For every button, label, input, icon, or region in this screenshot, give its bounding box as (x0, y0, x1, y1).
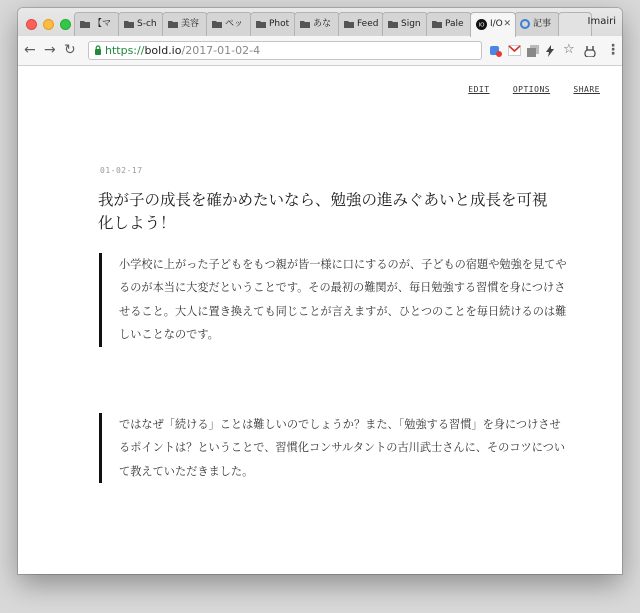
folder-icon (344, 20, 354, 28)
menu-kebab-icon[interactable]: ⋮ (606, 42, 620, 58)
blockquote-1: 小学校に上がった子どもをもつ親が皆一様に口にするのが、子どもの宿題や勉強を見てやるのが本当に大変だということです。その最初の難関が、毎日勉強する習慣を身につけさせること。大人に置き換えても同じことが言えますが、ひとつのことを毎日続けるのは難しいことなのです。 (99, 253, 569, 347)
gmail-icon[interactable] (508, 45, 521, 56)
tab-label: Pale (445, 19, 464, 29)
tab-label: 【マ (93, 19, 112, 29)
tab-label: Feed (357, 19, 379, 29)
tab-7[interactable] (382, 12, 428, 36)
folder-icon (300, 20, 310, 28)
url-host: bold.io (144, 44, 182, 57)
folder-icon (168, 20, 178, 28)
tab-5[interactable] (294, 12, 340, 36)
browser-window (18, 8, 622, 574)
tab-3[interactable] (206, 12, 252, 36)
io-site-icon (476, 19, 487, 30)
tab-label: あな (313, 19, 332, 29)
bookmark-star-icon[interactable]: ☆ (563, 42, 575, 57)
folder-icon (124, 20, 134, 28)
reload-icon[interactable]: ↻ (64, 42, 76, 58)
tab-label: S-ch (137, 19, 157, 29)
layers-icon[interactable] (527, 45, 539, 57)
tab-label: I/O (490, 19, 503, 29)
url-path: /2017-01-02-4 (181, 44, 261, 57)
page-content (18, 66, 622, 574)
post-title: 我が子の成長を確かめたいなら、勉強の進みぐあいと成長を可視化しよう！ (98, 191, 548, 232)
tab-4[interactable] (250, 12, 296, 36)
url-text (105, 42, 260, 59)
zoom-window-button[interactable] (60, 19, 71, 30)
tab-2[interactable] (162, 12, 208, 36)
back-icon[interactable]: ← (24, 42, 36, 58)
post-date: 01-02-17 (100, 166, 143, 175)
tab-1[interactable] (118, 12, 164, 36)
loading-icon (520, 19, 530, 29)
forward-icon[interactable]: → (44, 42, 56, 58)
folder-icon (388, 20, 398, 28)
folder-icon (80, 20, 90, 28)
close-window-button[interactable] (26, 19, 37, 30)
share-link[interactable]: SHARE (573, 85, 600, 94)
folder-icon (256, 20, 266, 28)
tab-label: 美容 (181, 19, 200, 29)
tab-10[interactable] (514, 12, 560, 36)
lock-icon (94, 45, 102, 55)
tab-0[interactable] (74, 12, 120, 36)
tab-8[interactable] (426, 12, 472, 36)
window-controls (26, 15, 77, 34)
minimize-window-button[interactable] (43, 19, 54, 30)
folder-icon (432, 20, 442, 28)
blockquote-2: ではなぜ「続ける」ことは難しいのでしょうか？また、「勉強する習慣」を身につけさせるポイントは？ということで、習慣化コンサルタントの古川武士さんに、そのコツについて教えていただきました。 (99, 413, 569, 483)
options-link[interactable]: OPTIONS (512, 85, 551, 94)
tab-6[interactable] (338, 12, 384, 36)
tab-label: 記事 (533, 19, 552, 29)
browser-toolbar (18, 36, 622, 66)
folder-icon (212, 20, 222, 28)
tab-label: ペッ (225, 19, 244, 29)
tab-active[interactable] (470, 12, 516, 37)
bolt-icon[interactable] (546, 45, 554, 57)
extension-icon[interactable] (490, 45, 502, 57)
io-icon-text: IO (478, 22, 485, 29)
title-bar (18, 8, 622, 37)
profile-name[interactable]: Imairi (587, 16, 616, 27)
close-tab-icon[interactable]: ✕ (503, 19, 511, 29)
tab-label: Phot (269, 19, 290, 29)
url-scheme: https:// (105, 44, 145, 57)
address-bar[interactable] (88, 41, 482, 60)
tab-label: Sign (401, 19, 421, 29)
top-nav (450, 85, 600, 94)
edit-link[interactable]: EDIT (468, 85, 490, 94)
rabbit-icon[interactable] (584, 45, 596, 57)
